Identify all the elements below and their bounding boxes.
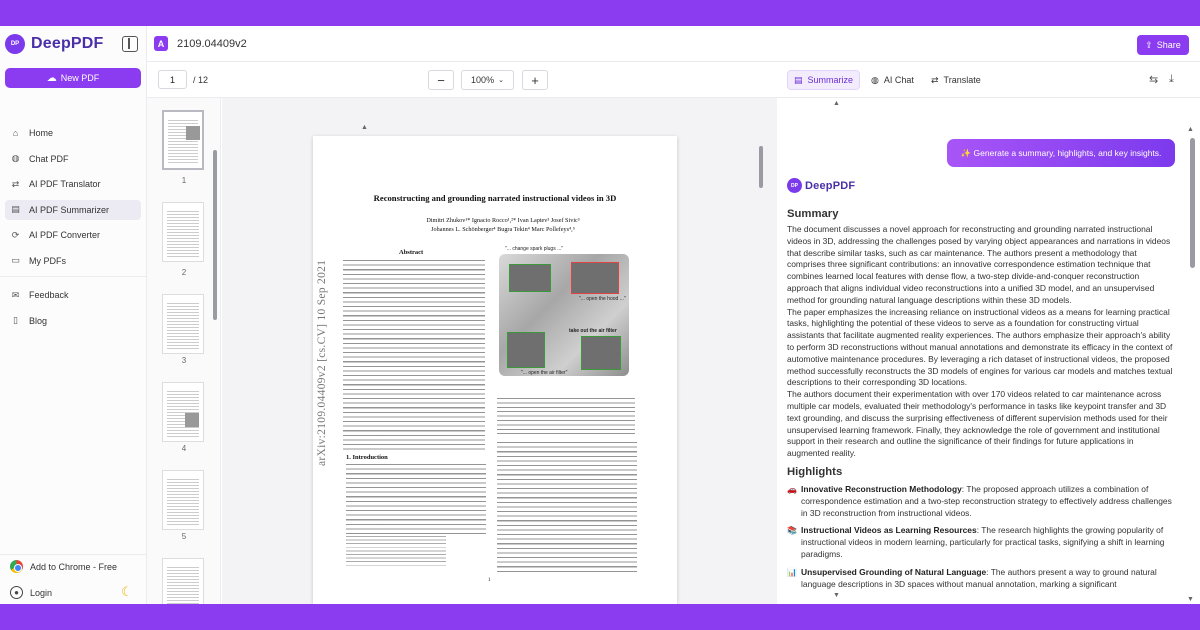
sidebar-item-label: Feedback xyxy=(29,290,69,300)
thumbnail-page[interactable] xyxy=(162,558,204,604)
new-pdf-button[interactable] xyxy=(5,68,141,88)
abstract-text xyxy=(343,260,485,450)
sidebar-item-label: Blog xyxy=(29,315,48,326)
abstract-heading: Abstract xyxy=(399,249,424,256)
highlight-text: : The research highlights the growing popularity of instructional videos in modern learning, particularly for practical tasks, signifying a shift in learning paradigms. xyxy=(801,525,1165,559)
assistant-logo-icon: DP xyxy=(787,178,802,193)
thumbnail-number: 2 xyxy=(181,268,187,277)
sidebar-item-label: Chat PDF xyxy=(29,153,69,164)
highlights-heading: Highlights xyxy=(787,465,843,478)
highlight-item xyxy=(787,525,1175,560)
thumbnail-figure xyxy=(186,126,200,140)
panel-scrollbar[interactable] xyxy=(1190,138,1195,268)
chrome-icon xyxy=(10,560,23,573)
sidebar-item-blog[interactable] xyxy=(5,311,141,331)
share-label: Share xyxy=(1156,40,1181,50)
panel-scroll-down-icon[interactable]: ▼ xyxy=(1187,596,1194,603)
dark-mode-moon-icon[interactable]: ☾ xyxy=(121,584,133,599)
translate-icon: ⇄ xyxy=(931,74,939,85)
tab-label: Summarize xyxy=(807,75,854,85)
thumbnail-scrollbar[interactable] xyxy=(213,150,217,320)
tab-label: AI Chat xyxy=(883,75,914,85)
right-column-text xyxy=(497,442,637,574)
summary-paragraph: The paper emphasizes the increasing reliance on instructional videos as a means for learning practical tasks, highlighting the potential of these videos to serve as a foundation for constructing virtual assistants that facilitate augmented reality experiences. The authors emphasize their approach's ability to perform 3D reconstructions without manual annotations and demonstrate its efficacy in the context of automotive maintenance procedures. By leveraging a rich dataset of instructional videos, the proposed method successfully reconstructs the 3D models of engines for various car models and matches textual descriptions to their corresponding 3D locations. xyxy=(787,306,1173,388)
sidebar-nav xyxy=(5,123,141,336)
thumb-scroll-up-icon[interactable]: ▲ xyxy=(361,124,368,131)
figure-caption xyxy=(497,398,635,436)
page-total: / 12 xyxy=(193,75,209,85)
highlight-item xyxy=(787,484,1175,519)
thumbnail-page[interactable] xyxy=(162,202,204,262)
summary-heading: Summary xyxy=(787,208,839,220)
download-icon[interactable]: ⤓ xyxy=(1169,73,1174,85)
scroll-down-arrow-icon[interactable]: ▼ xyxy=(833,592,840,599)
nav-divider xyxy=(0,276,146,277)
figure-frame xyxy=(571,262,619,294)
figure-label: take out the air filter xyxy=(569,328,617,334)
share-icon: ⇪ xyxy=(1145,39,1153,50)
pdf-file-icon: A xyxy=(154,36,168,51)
intro-heading: 1. Introduction xyxy=(346,454,388,461)
sidebar-item-home[interactable] xyxy=(5,123,141,143)
generate-summary-prompt[interactable]: ✨ Generate a summary, highlights, and key insights. xyxy=(947,139,1175,167)
intro-text xyxy=(346,464,486,534)
zoom-out-button[interactable]: − xyxy=(428,70,454,90)
add-to-chrome-label: Add to Chrome - Free xyxy=(30,561,118,572)
zoom-select[interactable] xyxy=(461,70,514,90)
new-pdf-label: New PDF xyxy=(60,73,100,83)
page-number-input[interactable]: 1 xyxy=(158,70,187,89)
sidebar-item-summarizer[interactable] xyxy=(5,200,141,220)
zoom-in-button[interactable]: + xyxy=(522,70,548,90)
sidebar-item-label: Home xyxy=(29,128,54,138)
highlight-title: Innovative Reconstruction Methodology xyxy=(801,483,962,494)
thumbnail-page[interactable] xyxy=(162,110,204,170)
ai-chat-icon: ◍ xyxy=(871,74,879,85)
user-icon: ● xyxy=(10,586,23,599)
highlight-item xyxy=(787,567,1175,591)
highlight-text: : The authors present a way to ground natural language descriptions in 3D spaces without manual annotation, marking a significant xyxy=(801,566,1157,589)
viewer-scrollbar[interactable] xyxy=(759,146,763,188)
blog-icon: ▯ xyxy=(13,315,18,325)
thumbnail-page[interactable] xyxy=(162,382,204,442)
assistant-name: DeepPDF xyxy=(805,179,856,192)
authors-line: Dimitri Zhukov¹* Ignacio Rocco¹,²* Ivan Laptev³ Josef Sivic³ xyxy=(426,217,580,224)
figure-label: "... open the air filter" xyxy=(521,370,568,376)
sidebar xyxy=(0,26,147,604)
brand[interactable] xyxy=(5,34,104,54)
highlight-title: Unsupervised Grounding of Natural Language xyxy=(801,566,987,577)
feedback-icon: ✉ xyxy=(11,289,20,300)
highlight-title: Instructional Videos as Learning Resources xyxy=(801,525,977,536)
tab-label: Translate xyxy=(943,75,981,85)
login-button[interactable] xyxy=(10,586,52,599)
document-title: 2109.04409v2 xyxy=(177,38,247,50)
figure-label: "... open the hood ..." xyxy=(579,296,626,302)
thumbnail-content xyxy=(167,479,199,525)
footnotes xyxy=(346,536,446,568)
chart-icon: 📊 xyxy=(787,567,797,577)
paper-authors xyxy=(353,216,653,234)
panel-scroll-up-icon[interactable]: ▲ xyxy=(1187,126,1194,133)
convert-icon: ⟳ xyxy=(11,229,20,240)
tab-ai-chat[interactable] xyxy=(865,70,920,90)
ai-panel xyxy=(777,62,1200,604)
translate-settings-icon[interactable]: ⇆ xyxy=(1149,74,1159,86)
zoom-value: 100% xyxy=(471,75,495,85)
summarize-icon: ▤ xyxy=(794,74,803,85)
figure-frame xyxy=(581,336,621,370)
figure-label: "... change spark plugs ..." xyxy=(505,246,564,252)
thumbnail-content xyxy=(167,567,199,604)
sidebar-item-my-pdfs[interactable] xyxy=(5,251,141,271)
arxiv-stamp: arXiv:2109.04409v2 [cs.CV] 10 Sep 2021 xyxy=(316,259,328,466)
sidebar-item-label: AI PDF Converter xyxy=(29,230,101,240)
assistant-brand xyxy=(787,178,855,193)
add-to-chrome-link[interactable] xyxy=(10,560,117,573)
panel-tabs xyxy=(777,62,1200,98)
thumbnail-strip xyxy=(147,98,221,604)
login-label: Login xyxy=(30,587,53,598)
sidebar-item-label: My PDFs xyxy=(29,255,66,266)
thumbnail-content xyxy=(167,211,199,257)
sidebar-item-chat-pdf[interactable] xyxy=(5,149,141,169)
books-icon: 📚 xyxy=(787,526,797,536)
sidebar-item-converter[interactable] xyxy=(5,225,141,245)
thumbnail-page[interactable] xyxy=(162,294,204,354)
chevron-down-icon: ⌄ xyxy=(498,77,504,84)
ai-chat-icon: ◍ xyxy=(11,153,20,163)
thumbnail-number: 3 xyxy=(181,356,187,365)
sidebar-item-translator[interactable] xyxy=(5,174,141,194)
share-button[interactable] xyxy=(1137,35,1189,55)
top-header xyxy=(147,26,1200,62)
summary-paragraph: The authors document their experimentation with over 170 videos related to car maintenance across multiple car models, evaluated their methodology's performance in tasks like keypoint transfer and 3D text grounding, and discuss the surprising effectiveness of different supervision methods used for their unsupervised learning framework. Finally, they acknowledge the role of government and institutional support in their research and outline the significance of their findings for future applications in augmented reality. xyxy=(787,389,1168,459)
translate-icon: ⇄ xyxy=(11,178,20,189)
sidebar-footer xyxy=(0,554,147,599)
thumbnail-number: 1 xyxy=(181,176,187,185)
thumbnail-number: 4 xyxy=(181,444,187,453)
scroll-up-arrow-icon[interactable]: ▲ xyxy=(833,100,840,107)
viewer-toolbar xyxy=(147,62,777,98)
figure-frame xyxy=(509,264,551,292)
sidebar-item-label: AI PDF Translator xyxy=(29,179,101,189)
thumbnail-number: 5 xyxy=(181,532,187,541)
summary-content xyxy=(787,208,1175,590)
cloud-upload-icon: ☁ xyxy=(46,72,57,84)
highlight-text: : The proposed approach utilizes a combination of correspondence estimation and a two-step reconstruction strategy to effectively address challenges in 3D reconstruction from instructional videos. xyxy=(801,483,1172,518)
thumbnail-content xyxy=(167,303,199,349)
authors-line: Johannes L. Schönberger⁴ Bugra Tekin⁴ Marc Pollefeys⁴,⁵ xyxy=(431,226,575,233)
thumbnail-page[interactable] xyxy=(162,470,204,530)
tab-summarize[interactable] xyxy=(787,70,860,90)
collapse-sidebar-icon[interactable] xyxy=(122,36,138,52)
paper-title: Reconstructing and grounding narrated instructional videos in 3D xyxy=(373,193,617,203)
paper-figure xyxy=(499,246,629,376)
brand-logo-icon: DP xyxy=(5,34,25,54)
thumbnail-figure xyxy=(185,413,199,427)
home-icon: ⌂ xyxy=(12,128,19,138)
page-number: 1 xyxy=(488,578,491,583)
pdf-page xyxy=(313,136,677,604)
summarize-icon: ▤ xyxy=(11,204,20,214)
brand-name: DeepPDF xyxy=(31,35,104,52)
sidebar-item-feedback[interactable] xyxy=(5,285,141,305)
figure-frame xyxy=(507,332,545,368)
tab-translate[interactable] xyxy=(925,70,987,90)
summary-paragraph: The document discusses a novel approach for reconstructing and grounding narrated instructional videos in 3D, addressing the challenges posed by varying object appearances and narrations in videos that describe similar tasks, such as car maintenance. The authors present a methodology that comprises three significant contributions: an innovative correspondence estimation technique that combines learned local features with dense flow, a two-step divide-and-conquer reconstruction approach that aligns individual video reconstructions into a unified 3D model, and an unsupervised method for grounding natural language descriptions within these 3D models. xyxy=(787,224,1171,305)
car-icon: 🚗 xyxy=(787,484,797,494)
folder-icon: ▭ xyxy=(11,255,20,265)
sidebar-item-label: AI PDF Summarizer xyxy=(29,204,110,215)
app-window xyxy=(0,26,1200,604)
